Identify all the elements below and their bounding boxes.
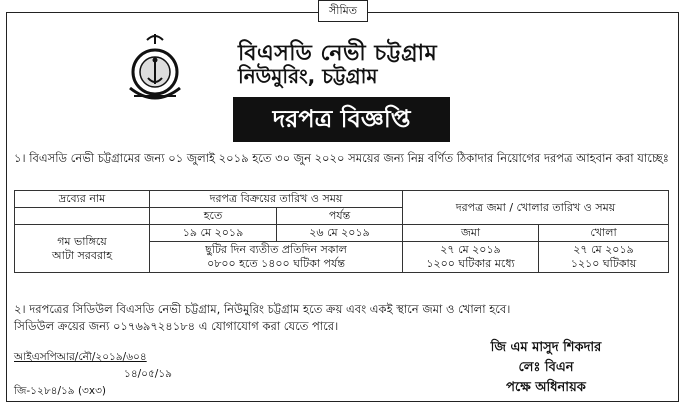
open-label: খোলা xyxy=(539,225,669,242)
submit-label: জমা xyxy=(403,225,539,242)
schedule-paragraph xyxy=(14,301,674,335)
classification-tag: সীমিত xyxy=(318,0,368,22)
sale-time-line1: ছুটির দিন ব্যতীত প্রতিদিন সকাল xyxy=(205,243,347,256)
sale-time-line2: ০৮০০ হতে ১৪০০ ঘটিকা পর্যন্ত xyxy=(207,257,345,270)
sale-time xyxy=(150,242,403,273)
signatory-name: জি এম মাসুদ শিকদার xyxy=(490,340,602,355)
ref-no: আইএসপিআর/নৌ/২০১৯/৬০৪ xyxy=(14,351,147,363)
open-cell xyxy=(539,242,669,273)
open-date: ২৭ মে ২০১৯ xyxy=(573,243,634,256)
item-cell xyxy=(15,225,150,273)
header-from: হতে xyxy=(150,208,277,225)
header-sale: দরপত্র বিক্রয়ের তারিখ ও সময় xyxy=(150,191,403,208)
office-title: বিএসডি নেভী চট্টগ্রাম xyxy=(238,41,438,66)
sale-to: ২৬ মে ২০১৯ xyxy=(277,225,403,242)
intro-paragraph: ১। বিএসডি নেভী চট্টগ্রামের জন্য ০১ জুলাই ২০১৯ হতে ৩০ জুন ২০২০ সময়ের জন্য নিম্ন বর্ণিত ঠিকাদার নিয়োগের দরপত্র আহবান করা যাচ্ছেঃ xyxy=(14,151,669,165)
submit-time: ১২০০ ঘটিকার মধ্যে xyxy=(426,257,515,270)
schedule-line2: সিডিউল ক্রয়ের জন্য ০১৭৬৯৭২৪১৮৪ এ যোগাযোগ করা যেতে পারে। xyxy=(14,319,339,333)
submit-cell xyxy=(403,242,539,273)
g-number: জি-১২৮৪/১৯ (৩x৩) xyxy=(14,385,107,397)
reference-date: ১৪/০৫/১৯ xyxy=(124,368,172,380)
header-submit: দরপত্র জমা / খোলার তারিখ ও সময় xyxy=(403,191,669,225)
navy-emblem-icon xyxy=(120,30,190,110)
item-line1: গম ভাঙ্গিয়ে xyxy=(57,234,107,248)
item-line2: আটা সরবরাহ xyxy=(52,248,112,262)
header-item: দ্রব্যের নাম xyxy=(15,191,150,208)
submit-date: ২৭ মে ২০১৯ xyxy=(440,243,501,256)
empty-cell xyxy=(15,208,150,225)
notice-banner: দরপত্র বিজ্ঞপ্তি xyxy=(233,97,450,142)
office-location: নিউমুরিং, চট্টগ্রাম xyxy=(238,64,378,88)
signatory-rank: লেঃ বিএন xyxy=(518,360,574,375)
sale-from: ১৯ মে ২০১৯ xyxy=(150,225,277,242)
reference-number xyxy=(14,350,147,364)
schedule-line1: ২। দরপত্রের সিডিউল বিএসডি নেভী চট্টগ্রাম, নিউমুরিং চট্টগ্রাম হতে ক্রয় এবং একই স্থানে জমা ও খোলা হবে। xyxy=(14,302,511,316)
tender-table xyxy=(14,190,669,273)
signature-block xyxy=(446,338,646,398)
signatory-role: পক্ষে অধিনায়ক xyxy=(506,380,586,395)
header-to: পর্যন্ত xyxy=(277,208,403,225)
open-time: ১২১০ ঘটিকায় xyxy=(570,257,637,270)
